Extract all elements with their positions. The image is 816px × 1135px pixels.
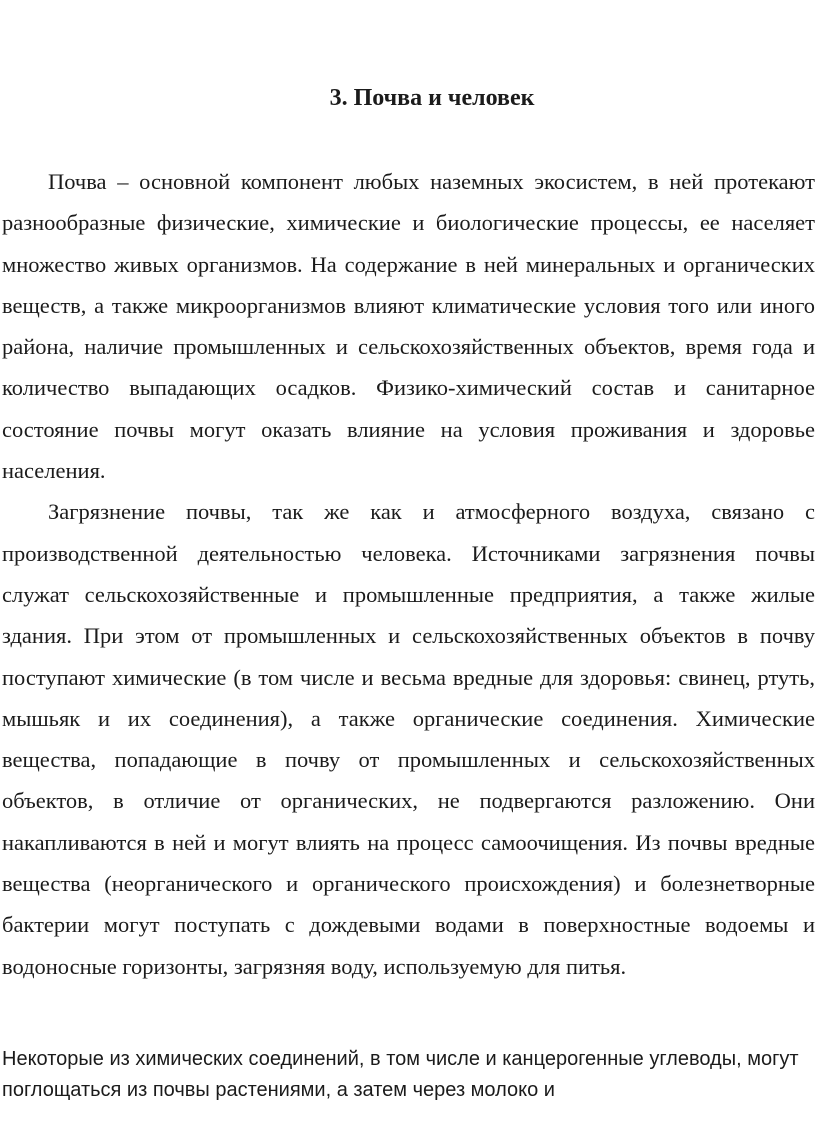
page-title: 3. Почва и человек — [329, 85, 535, 111]
paragraph-chemical-compounds: Некоторые из химических соединений, в том числе и канцерогенные углеводы, могут поглощаться из почвы растениями, а затем через молоко и — [2, 1048, 799, 1101]
paragraph-soil-description: Почва – основной компонент любых наземных экосистем, в ней протекают разнообразные физические, химические и биологические процессы, ее населяет множество живых организмов. На содержание в ней минеральных и органических веществ, а также микроорганизмов влияют климатические условия того или иного района, наличие промышленных и сельскохозяйственных объектов, время года и количество выпадающих осадков. Физико-химический состав и санитарное состояние почвы могут оказать влияние на условия проживания и здоровье населения. — [2, 169, 815, 484]
document-body — [2, 161, 815, 987]
paragraph-soil-pollution: Загрязнение почвы, так же как и атмосферного воздуха, связано с производственной деятельностью человека. Источниками загрязнения почвы служат сельскохозяйственные и промышленные предприятия, а также жилые здания. При этом от промышленных и сельскохозяйственных объектов в почву поступают химические (в том числе и весьма вредные для здоровья: свинец, ртуть, мышьяк и их соединения), а также органические соединения. Химические вещества, попадающие в почву от промышленных и сельскохозяйственных объектов, в отличие от органических, не подвергаются разложению. Они накапливаются в ней и могут влиять на процесс самоочищения. Из почвы вредные вещества (неорганического и органического происхождения) и болезнетворные бактерии могут поступать с дождевыми водами в поверхностные водоемы и водоносные горизонты, загрязняя воду, используемую для питья. — [2, 499, 815, 979]
